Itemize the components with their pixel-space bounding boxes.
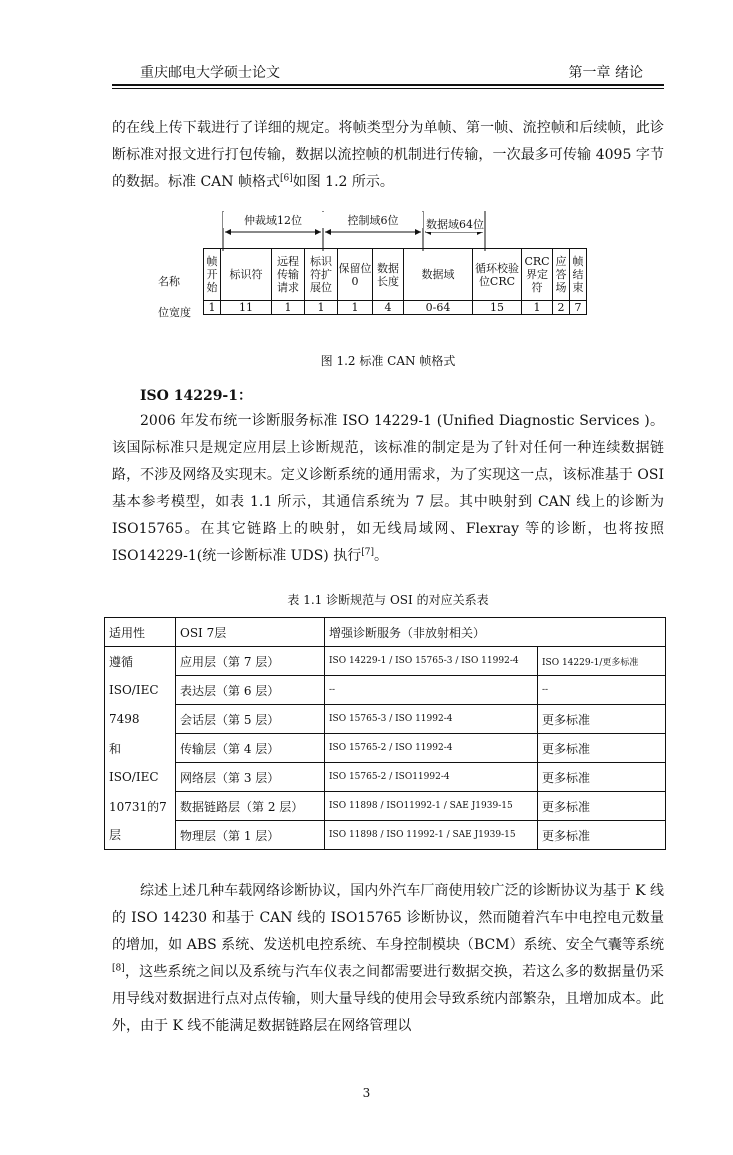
extra-cell: -- bbox=[538, 676, 666, 705]
table-row bbox=[105, 676, 666, 705]
paragraph-1-tail: 如图 1.2 所示。 bbox=[292, 174, 394, 190]
frame-field: CRC界定符 bbox=[522, 249, 553, 301]
row-label-width: 位宽度 bbox=[158, 306, 191, 319]
frame-field: 帧开始 bbox=[204, 249, 221, 301]
table-header: 增强诊断服务（非放射相关） bbox=[325, 618, 666, 647]
frame-field: 标识符 bbox=[221, 249, 272, 301]
header-rule bbox=[112, 84, 664, 86]
layer-cell: 物理层（第 1 层） bbox=[176, 821, 325, 850]
frame-width: 1 bbox=[522, 301, 553, 315]
can-frame-diagram bbox=[158, 211, 618, 321]
extra-cell: 更多标准 bbox=[538, 821, 666, 850]
extra-cell: 更多标准 bbox=[538, 705, 666, 734]
extra-cell: 更多标准 bbox=[538, 734, 666, 763]
table-row bbox=[105, 705, 666, 734]
standard-cell: ISO 14229-1 / ISO 15765-3 / ISO 11992-4 bbox=[325, 647, 538, 676]
applicability-cell: 和 bbox=[105, 734, 176, 763]
row-label-name: 名称 bbox=[158, 275, 180, 288]
frame-width: 0-64 bbox=[404, 301, 473, 315]
layer-cell: 会话层（第 5 层） bbox=[176, 705, 325, 734]
citation-6: [6] bbox=[279, 173, 293, 184]
standard-cell: -- bbox=[325, 676, 538, 705]
frame-width-row bbox=[204, 301, 587, 315]
segment-control: 控制域6位 bbox=[323, 212, 423, 228]
frame-width: 4 bbox=[373, 301, 404, 315]
frame-width: 11 bbox=[221, 301, 272, 315]
paragraph-1-text: 的在线上传下载进行了详细的规定。将帧类型分为单帧、第一帧、流控帧和后续帧，此诊断标准对报文进行打包传输，数据以流控帧的机制进行传输，一次最多可传输 4095 字节的数据。标准 CAN 帧格式 bbox=[112, 120, 664, 190]
table-row bbox=[105, 647, 666, 676]
figure-caption: 图 1.2 标准 CAN 帧格式 bbox=[320, 354, 456, 368]
frame-field: 应答场 bbox=[553, 249, 570, 301]
paragraph-3-text: 综述上述几种车载网络诊断协议，国内外汽车厂商使用较广泛的诊断协议为基于 K 线的 ISO 14230 和基于 CAN 线的 ISO15765 诊断协议，然而随着汽车中电控电元数量的增加，如 ABS 系统、发送机电控系统、车身控制模块（BCM）系统、安全气囊等系统 bbox=[112, 883, 664, 953]
citation-7: [7] bbox=[361, 547, 374, 558]
frame-field: 保留位0 bbox=[338, 249, 373, 301]
paragraph-1 bbox=[112, 115, 664, 196]
running-header-chapter: 第一章 绪论 bbox=[568, 65, 643, 81]
frame-field: 循环校验位CRC bbox=[473, 249, 522, 301]
can-frame-table bbox=[203, 248, 587, 315]
layer-cell: 传输层（第 4 层） bbox=[176, 734, 325, 763]
frame-field: 数据长度 bbox=[373, 249, 404, 301]
paragraph-2 bbox=[112, 408, 664, 570]
segment-data: 数据域64位 bbox=[426, 218, 484, 231]
frame-width: 7 bbox=[570, 301, 587, 315]
extra-cell: ISO 14229-1/更多标准 bbox=[538, 647, 666, 676]
table-caption: 表 1.1 诊断规范与 OSI 的对应关系表 bbox=[287, 593, 489, 607]
frame-field: 标识符扩展位 bbox=[305, 249, 338, 301]
frame-field: 帧结束 bbox=[570, 249, 587, 301]
frame-field: 数据域 bbox=[404, 249, 473, 301]
layer-cell: 应用层（第 7 层） bbox=[176, 647, 325, 676]
standard-cell: ISO 15765-2 / ISO11992-4 bbox=[325, 763, 538, 792]
frame-width: 1 bbox=[204, 301, 221, 315]
paragraph-3-tail: ，这些系统之间以及系统与汽车仪表之间都需要进行数据交换，若这么多的数据量仍采用导线对数据进行点对点传输，则大量导线的使用会导致系统内部繁杂，且增加成本。此外，由于 K 线不能满足数据链路层在网络管理以 bbox=[112, 964, 664, 1034]
running-header-title: 重庆邮电大学硕士论文 bbox=[140, 65, 280, 81]
applicability-cell: 10731的7 bbox=[105, 792, 176, 821]
applicability-cell: 7498 bbox=[105, 705, 176, 734]
applicability-cell: 层 bbox=[105, 821, 176, 850]
standard-cell: ISO 11898 / ISO11992-1 / SAE J1939-15 bbox=[325, 792, 538, 821]
standard-cell: ISO 15765-3 / ISO 11992-4 bbox=[325, 705, 538, 734]
paragraph-3 bbox=[112, 878, 664, 1040]
standard-cell: ISO 15765-2 / ISO 11992-4 bbox=[325, 734, 538, 763]
layer-cell: 数据链路层（第 2 层） bbox=[176, 792, 325, 821]
frame-field: 远程传输请求 bbox=[272, 249, 305, 301]
header-rule-thin bbox=[112, 88, 664, 89]
frame-width: 1 bbox=[338, 301, 373, 315]
extra-cell: 更多标准 bbox=[538, 792, 666, 821]
frame-name-row bbox=[204, 249, 587, 301]
table-row bbox=[105, 821, 666, 850]
applicability-cell: ISO/IEC bbox=[105, 676, 176, 705]
applicability-cell: ISO/IEC bbox=[105, 763, 176, 792]
extra-cell: 更多标准 bbox=[538, 763, 666, 792]
table-header: OSI 7层 bbox=[176, 618, 325, 647]
page-number: 3 bbox=[362, 1086, 371, 1100]
osi-mapping-table bbox=[104, 617, 666, 850]
layer-cell: 网络层（第 3 层） bbox=[176, 763, 325, 792]
frame-width: 1 bbox=[305, 301, 338, 315]
paragraph-2-tail: 。 bbox=[373, 548, 388, 564]
table-header-row bbox=[105, 618, 666, 647]
table-row bbox=[105, 734, 666, 763]
table-row bbox=[105, 763, 666, 792]
table-header: 适用性 bbox=[105, 618, 176, 647]
section-heading: ISO 14229-1： bbox=[140, 388, 252, 404]
applicability-cell: 遵循 bbox=[105, 647, 176, 676]
segment-arbitration: 仲裁域12位 bbox=[223, 212, 323, 228]
layer-cell: 表达层（第 6 层） bbox=[176, 676, 325, 705]
table-row bbox=[105, 792, 666, 821]
citation-8: [8] bbox=[112, 963, 125, 974]
frame-width: 2 bbox=[553, 301, 570, 315]
frame-width: 1 bbox=[272, 301, 305, 315]
paragraph-2-text: 2006 年发布统一诊断服务标准 ISO 14229-1 (Unified Diagnostic Services )。该国际标准只是规定应用层上诊断规范，该标准的制定是为了针对任何一种连续数据链路，不涉及网络及实现末。定义诊断系统的通用需求，为了实现这一点，该标准基于 OSI 基本参考模型，如表 1.1 所示，其通信系统为 7 层。其中映射到 CAN 线上的诊断为 ISO15765。在其它链路上的映射，如无线局域网、Flexray 等的诊断，也将按照 ISO14229-1(统一诊断标准 UDS) 执行 bbox=[112, 413, 664, 564]
frame-width: 15 bbox=[473, 301, 522, 315]
standard-cell: ISO 11898 / ISO 11992-1 / SAE J1939-15 bbox=[325, 821, 538, 850]
